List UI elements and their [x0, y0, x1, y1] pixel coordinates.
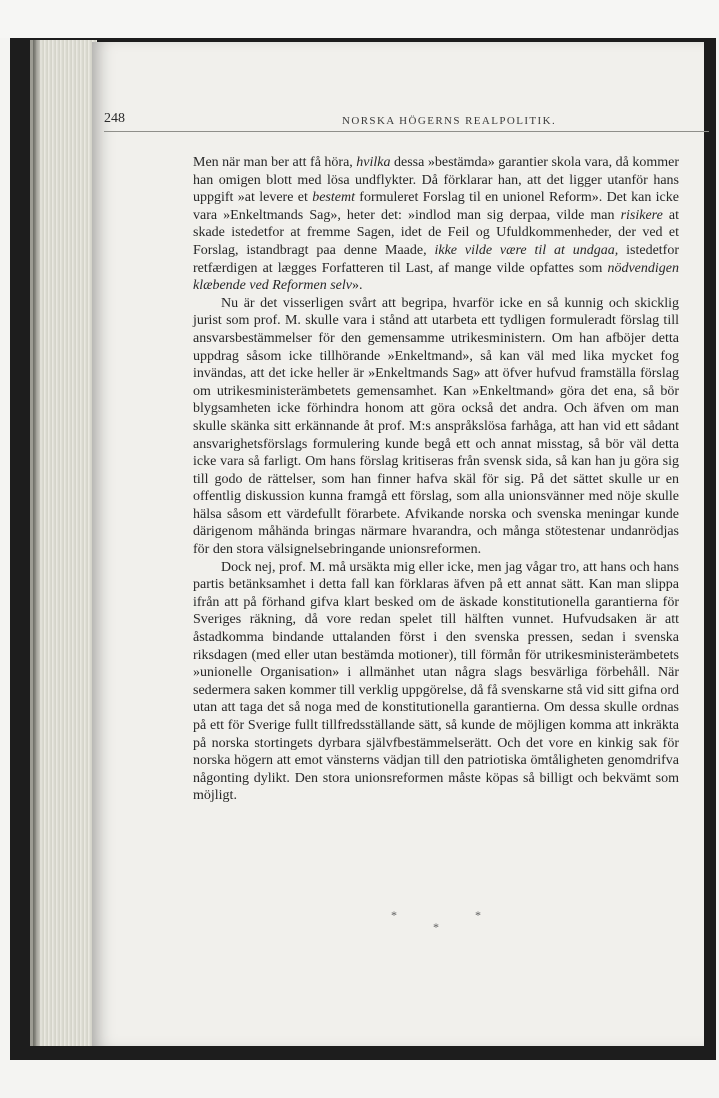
italic-text-span: risikere: [620, 207, 663, 223]
text-span: istedetfor retfærdigen at lægges Forfatteren til Last, af mange vilde opfattes som: [193, 242, 679, 276]
separator-star-left: *: [391, 908, 397, 922]
separator-star-middle: *: [433, 920, 439, 934]
paragraph: [193, 154, 679, 295]
paragraph: [193, 295, 679, 559]
page-number: 248: [104, 111, 125, 126]
text-span: formuleret Forslag til en unionel Reform». Det kan icke vara »Enkeltmands Sag», heter det: »indlod man sig derpaa, vilde man: [193, 190, 679, 223]
book-page-edges: [30, 40, 97, 1046]
running-header: [104, 111, 709, 132]
running-header-title: NORSKA HÖGERNS REALPOLITIK.: [342, 115, 557, 127]
italic-text-span: hvilka: [356, 155, 391, 170]
italic-text-span: bestemt: [312, 190, 355, 206]
paragraph: [193, 559, 679, 805]
separator-star-right: *: [475, 908, 481, 922]
text-span: Nu är det visserligen svårt att begripa, hvarför icke en så kunnig och skicklig jurist som prof. M. skulle vara i stånd att utarbeta ett tydligen formuleradt förslag till ansvarsbestämmelser för den gemensamme utrikesministern. Om han afböjer detta uppdrag såsom icke tillhörande »Enkeltmand», så kan väl med lika mycket fog invändas, att det icke heller är »Enkeltmands Sag» att öfver hufvud framställa förslag om utrikesministerämbetets gemensamhet. Kan »Enkeltmand» göra det ena, så bör blygsamheten icke förhindra honom att göra också det andra. Och äfven om man skulle skänka sitt erkännande åt prof. M:s anspråkslösa farhåga, att han vid ett sådant ansvarighetsförslags formulering kunde begå ett och annat misstag, så bör väl detta icke vara så farligt. Om hans förslag kritiseras från svensk sida, så kan han ju göra sig till godo de rättelser, som han finner hafva skäl för sig. På det sättet skulle ur en offentlig diskussion kunna framgå ett förslag, som alla unionsvänner med nöje skulle hälsa såsom ett värdefullt förarbete. Afvikande norska och svenska meningar kunde därigenom måhända bringas närmare hvarandra, och många stötestenar undanrödjas för den stora välsignelsebringande unionsreformen.: [193, 295, 679, 558]
text-span: at skade istedetfor at fremme Sagen, idet de Feil og Ufuldkommenheder, der ved et Forslag, istandbragt paa denne Maade,: [193, 207, 680, 258]
italic-text-span: ikke vilde være til at undgaa,: [434, 242, 619, 258]
text-span: ».: [352, 278, 363, 294]
text-span: dessa »bestämda» garantier skola vara, då kommer han omigen blott med lösa undflykter. Då förklarar han, att det ligger utanför hans uppgift »at levere et: [193, 155, 679, 206]
italic-text-span: nödvendigen klæbende ved Reformen selv: [193, 260, 679, 294]
scan-top-margin: [0, 0, 719, 38]
text-span: Dock nej, prof. M. må ursäkta mig eller icke, men jag vågar tro, att hans och hans partis betänksamhet i detta fall kan förklaras äfven på ett annat sätt. Kan man slippa ifrån att på förhand gifva klart besked om de äskade konstitutionella garantierna för Sveriges räkning, då vore redan spelet till hälften vunnet. Hufvudsaken är att åstadkomma bindande uttalanden först i den svenska pressen, sedan i svenska riksdagen (med eller utan bestämda motioner), till förmån för utrikesministerämbetets »unionelle Organisation» i allmänhet utan några slags besvärliga förbehåll. När sedermera saken kommer till verklig uppgörelse, då få svenskarne stå vid sitt gifna ord utan att taga det så noga med de konstitutionella garantierna. Om dessa skulle ordnas på ett för Sverige fullt tillfredsställande sätt, så kunde de möjligen komma att inkräkta på norska stortingets dyrbara självfbestämmelserätt. Och det vore en kinkig sak för norska högern att emot vänsterns vädjan till den patriotiska ömtåligheten genomdrifva någonting dylikt. Den stora unionsreformen måste köpas så billigt och bekvämt som möjligt.: [193, 559, 679, 804]
body-text: [193, 154, 679, 805]
text-span: Men när man ber att få höra,: [193, 155, 357, 170]
